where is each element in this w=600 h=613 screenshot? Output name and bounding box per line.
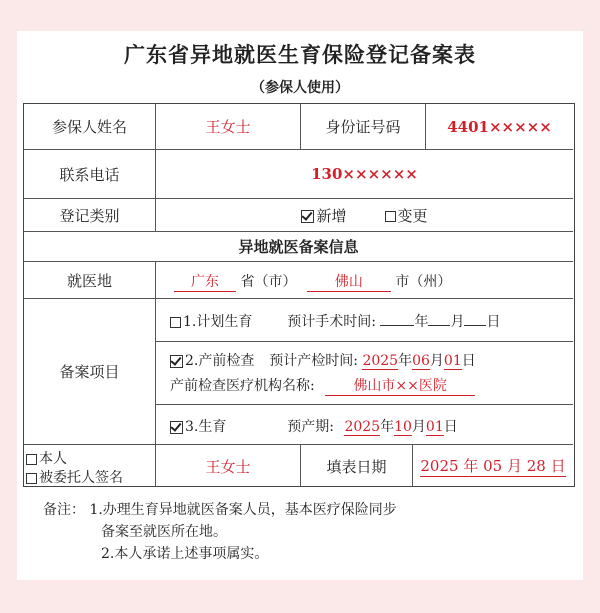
checkbox-icon [26, 454, 37, 465]
notes-line1: 备注： 1.办理生育异地就医备案人员，基本医疗保险同步 [43, 502, 397, 518]
new-option-label: 新增 [316, 206, 347, 225]
checkbox-icon [385, 211, 396, 222]
day-char: 日 [461, 353, 476, 369]
item3-row [170, 416, 458, 436]
checked-box-icon[interactable] [170, 421, 183, 434]
name-label: 参保人姓名 [51, 118, 127, 136]
self-option[interactable] [26, 450, 123, 469]
item1-year-blank[interactable] [380, 325, 414, 326]
items-label: 备案项目 [59, 363, 120, 381]
checked-box-icon [301, 210, 314, 223]
item1-month-blank[interactable] [428, 325, 450, 326]
item2-org-row [170, 375, 475, 396]
item3-day: 01 [425, 419, 444, 435]
notes-line3: 2.本人承诺上述事项属实。 [101, 546, 269, 562]
place-label: 就医地 [66, 271, 112, 290]
item3-due-label: 预产期: [287, 419, 334, 435]
place-value [174, 271, 451, 292]
province-value: 广东 [174, 271, 236, 292]
item3-month: 10 [394, 419, 412, 435]
checkbox-icon[interactable] [170, 317, 181, 328]
sign-options [26, 450, 123, 488]
self-option-label: 本人 [39, 451, 67, 467]
change-option[interactable] [385, 205, 428, 226]
type-options [156, 199, 573, 231]
day-char: 日 [443, 419, 458, 435]
item2-time-label: 预计产检时间: [269, 353, 358, 369]
item2-text: 2.产前检查 [185, 353, 255, 369]
city-suffix: 市（州） [395, 274, 452, 290]
day-char: 日 [486, 314, 501, 330]
item1-text: 1.计划生育 [183, 314, 253, 330]
notes [43, 499, 397, 565]
item2-row [170, 350, 476, 370]
date-label: 填表日期 [326, 457, 387, 476]
id-value: 4401××××× [447, 117, 552, 136]
item1-day-blank[interactable] [464, 325, 486, 326]
form-subtitle: （参保人使用） [251, 80, 349, 96]
item1-row [170, 311, 500, 331]
agent-option[interactable] [26, 469, 123, 488]
item2-org-label: 产前检查医疗机构名称: [170, 378, 315, 394]
year-char: 年 [414, 314, 429, 330]
new-option[interactable] [301, 205, 346, 226]
province-suffix: 省（市） [240, 274, 297, 290]
form-title: 广东省异地就医生育保险登记备案表 [124, 43, 476, 67]
item3-year: 2025 [344, 419, 381, 435]
checked-box-icon[interactable] [170, 355, 183, 368]
item3-text: 3.生育 [185, 419, 227, 435]
form-sheet [17, 31, 583, 580]
city-value: 佛山 [307, 271, 391, 292]
month-char: 月 [411, 419, 426, 435]
checkbox-icon [26, 473, 37, 484]
item2-org-value: 佛山市××医院 [325, 375, 475, 396]
notes-line2: 备案至就医所在地。 [101, 524, 227, 540]
agent-option-label: 被委托人签名 [39, 470, 123, 486]
month-char: 月 [429, 353, 444, 369]
type-label: 登记类别 [59, 206, 120, 225]
date-value-cell [413, 445, 573, 487]
item2-year: 2025 [362, 353, 399, 369]
signature: 王女士 [205, 457, 251, 476]
phone-label: 联系电话 [59, 165, 120, 184]
section-title: 异地就医备案信息 [238, 238, 359, 256]
month-char: 月 [450, 314, 465, 330]
form-table [23, 103, 575, 487]
change-option-label: 变更 [397, 206, 428, 225]
item1-time-label: 预计手术时间: [287, 314, 376, 330]
year-char: 年 [380, 419, 395, 435]
year-char: 年 [398, 353, 413, 369]
id-label: 身份证号码 [325, 118, 401, 136]
phone-value: 130×××××× [311, 165, 418, 183]
date-value: 2025 年 05 月 28 日 [420, 457, 566, 475]
item2-day: 01 [443, 353, 462, 369]
item2-month: 06 [412, 353, 430, 369]
name-value: 王女士 [205, 118, 251, 136]
